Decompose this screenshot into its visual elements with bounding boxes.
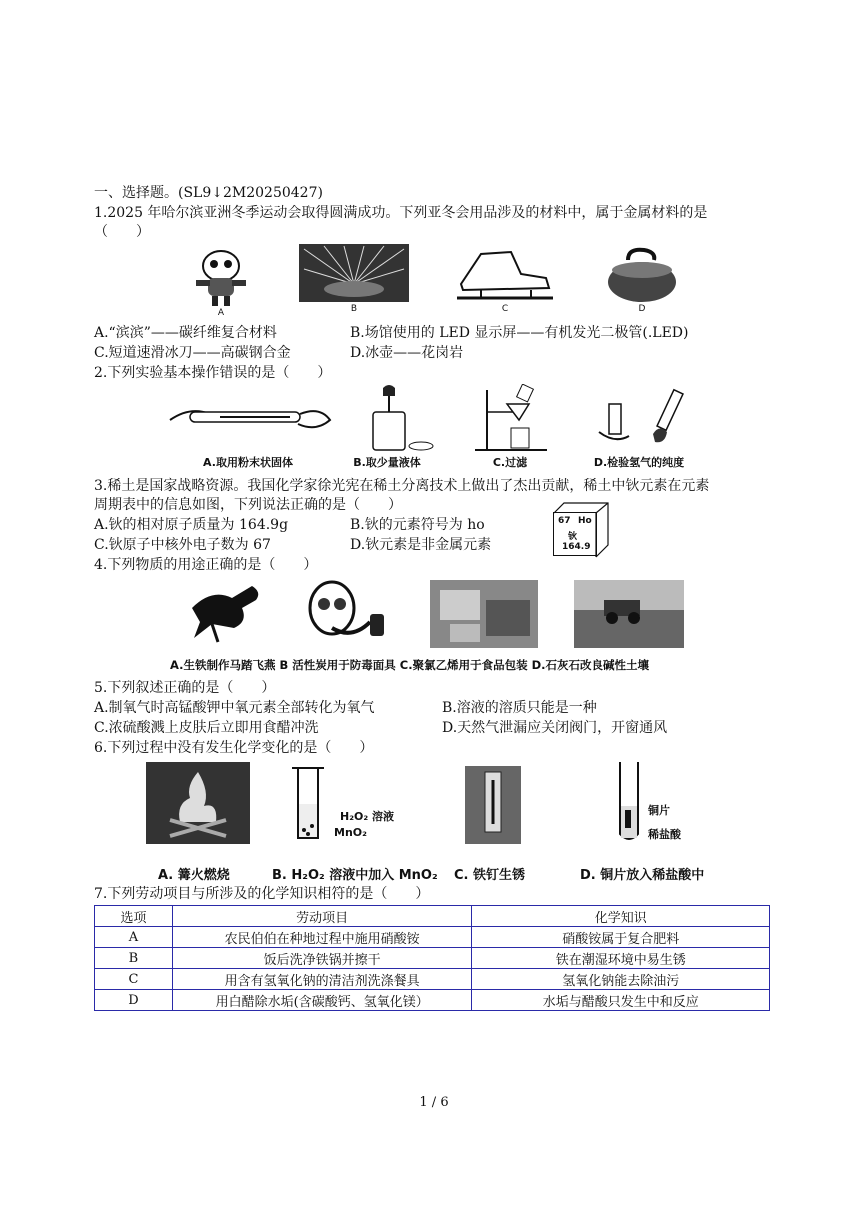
q3-option-d: D.钬元素是非金属元素 [350, 537, 492, 553]
q1-fig-label-b: B [350, 304, 358, 314]
table-row [95, 948, 770, 969]
table-cell: 水垢与醋酸只发生中和反应 [472, 990, 770, 1011]
q1-option-d: D.冰壶——花岗岩 [350, 345, 464, 361]
bonfire-image [146, 762, 250, 844]
element-atomic-number: 67 [558, 516, 571, 526]
q1-figure-d [602, 244, 682, 314]
q2-figure-a [158, 384, 338, 470]
table-cell: A [95, 927, 173, 948]
table-header-knowledge: 化学知识 [472, 906, 770, 927]
table-header-option: 选项 [95, 906, 173, 927]
element-card-frame [552, 501, 612, 561]
q7-table [94, 905, 770, 1011]
q3-stem-line2: 周期表中的信息如图，下列说法正确的是（ ） [94, 497, 402, 513]
q5-option-c: C.浓硫酸溅上皮肤后立即用食醋冲洗 [94, 720, 319, 736]
table-cell: B [95, 948, 173, 969]
q1-figure-c [450, 244, 560, 314]
page-number: 1 / 6 [419, 1095, 449, 1110]
q1-option-b: B.场馆使用的 LED 显示屏——有机发光二极管(.LED) [350, 325, 689, 341]
q2-stem: 2.下列实验基本操作错误的是（ ） [94, 365, 332, 381]
table-row [95, 969, 770, 990]
q6-label-h2o2: H₂O₂ 溶液 [340, 810, 395, 823]
led-screen-image [299, 244, 409, 304]
powder-test-tube-image [160, 384, 336, 454]
table-cell: C [95, 969, 173, 990]
q2-caption-c: C.过滤 [492, 456, 528, 469]
q6-label-hcl: 稀盐酸 [648, 828, 681, 841]
q1-stem-line1: 1.2025 年哈尔滨亚洲冬季运动会取得圆满成功。下列亚冬会用品涉及的材料中，属于金属材料的是 [94, 205, 708, 221]
table-cell: D [95, 990, 173, 1011]
q1-fig-label-c: C [501, 304, 509, 314]
table-cell: 氢氧化钠能去除油污 [472, 969, 770, 990]
q3-option-a: A.钬的相对原子质量为 164.9g [94, 517, 289, 533]
q1-stem-line2: （ ） [94, 224, 150, 240]
q5-option-d: D.天然气泄漏应关闭阀门，开窗通风 [442, 720, 668, 736]
q2-figure-c [465, 384, 555, 470]
section-header: 一、选择题。(SL9↓2M20250427) [94, 185, 323, 201]
table-cell: 用含有氢氧化钠的清洁剂洗涤餐具 [172, 969, 472, 990]
q3-option-c: C.钬原子中核外电子数为 67 [94, 537, 271, 553]
table-cell: 用白醋除水垢(含碳酸钙、氢氧化镁） [172, 990, 472, 1011]
q4-stem: 4.下列物质的用途正确的是（ ） [94, 557, 318, 573]
q4-caption: A.生铁制作马踏飞燕 B 活性炭用于防毒面具 C.聚氯乙烯用于食品包装 D.石灰石改良碱性土壤 [170, 658, 649, 672]
element-atomic-mass: 164.9 [562, 542, 591, 552]
q5-option-a: A.制氧气时高锰酸钾中氧元素全部转化为氧气 [94, 700, 375, 716]
bronze-horse-image [182, 578, 282, 648]
q1-figure-b [298, 244, 410, 314]
food-packaging-image [430, 580, 538, 648]
q1-figure-a [185, 244, 257, 318]
dropper-bottle-image [337, 384, 437, 454]
table-row [95, 927, 770, 948]
element-symbol: Ho [578, 516, 592, 526]
q2-caption-a: A.取用粉末状固体 [203, 456, 293, 469]
copper-test-tube-image [614, 760, 644, 846]
curling-stone-image [604, 244, 680, 304]
q2-caption-d: D.检验氢气的纯度 [593, 456, 685, 469]
q6-caption-b: B. H₂O₂ 溶液中加入 MnO₂ [272, 868, 438, 883]
table-header-labor: 劳动项目 [172, 906, 472, 927]
hydrogen-purity-test-image [579, 384, 699, 454]
h2o2-cylinder-image [288, 764, 328, 844]
q6-caption-c: C. 铁钉生锈 [454, 868, 526, 883]
q5-stem: 5.下列叙述正确的是（ ） [94, 680, 276, 696]
rusty-nail-image [465, 766, 521, 844]
table-cell: 硝酸铵属于复合肥料 [472, 927, 770, 948]
q6-label-copper: 铜片 [648, 804, 670, 817]
q1-fig-label-a: A [217, 308, 225, 318]
q3-option-b: B.钬的元素符号为 ho [350, 517, 485, 533]
q6-stem: 6.下列过程中没有发生化学变化的是（ ） [94, 740, 374, 756]
table-row [95, 990, 770, 1011]
element-card-holmium [553, 512, 597, 556]
gas-mask-image [296, 578, 396, 648]
q5-option-b: B.溶液的溶质只能是一种 [442, 700, 597, 716]
q2-caption-b: B.取少量液体 [353, 456, 421, 469]
q1-fig-label-d: D [638, 304, 646, 314]
soil-improvement-image [574, 580, 684, 648]
table-cell: 铁在潮湿环境中易生锈 [472, 948, 770, 969]
table-cell: 农民伯伯在种地过程中施用硝酸铵 [172, 927, 472, 948]
q2-figure-b [332, 384, 442, 470]
speed-skate-image [451, 244, 559, 304]
table-header-row [95, 906, 770, 927]
table-cell: 饭后洗净铁锅并擦干 [172, 948, 472, 969]
q1-option-c: C.短道速滑冰刀——高碳钢合金 [94, 345, 291, 361]
q6-caption-a: A. 篝火燃烧 [158, 868, 230, 883]
q3-stem-line1: 3.稀土是国家战略资源。我国化学家徐光宪在稀土分离技术上做出了杰出贡献，稀土中钬元素在元素 [94, 478, 710, 494]
q6-label-mno2: MnO₂ [334, 826, 367, 839]
filtration-setup-image [467, 384, 553, 454]
q6-caption-d: D. 铜片放入稀盐酸中 [580, 868, 705, 883]
mascot-binbin-image [188, 244, 254, 308]
q7-stem: 7.下列劳动项目与所涉及的化学知识相符的是（ ） [94, 886, 430, 902]
element-name: 钬 [568, 532, 578, 542]
q2-figure-d [574, 384, 704, 470]
q1-option-a: A.“滨滨”——碳纤维复合材料 [94, 325, 277, 341]
